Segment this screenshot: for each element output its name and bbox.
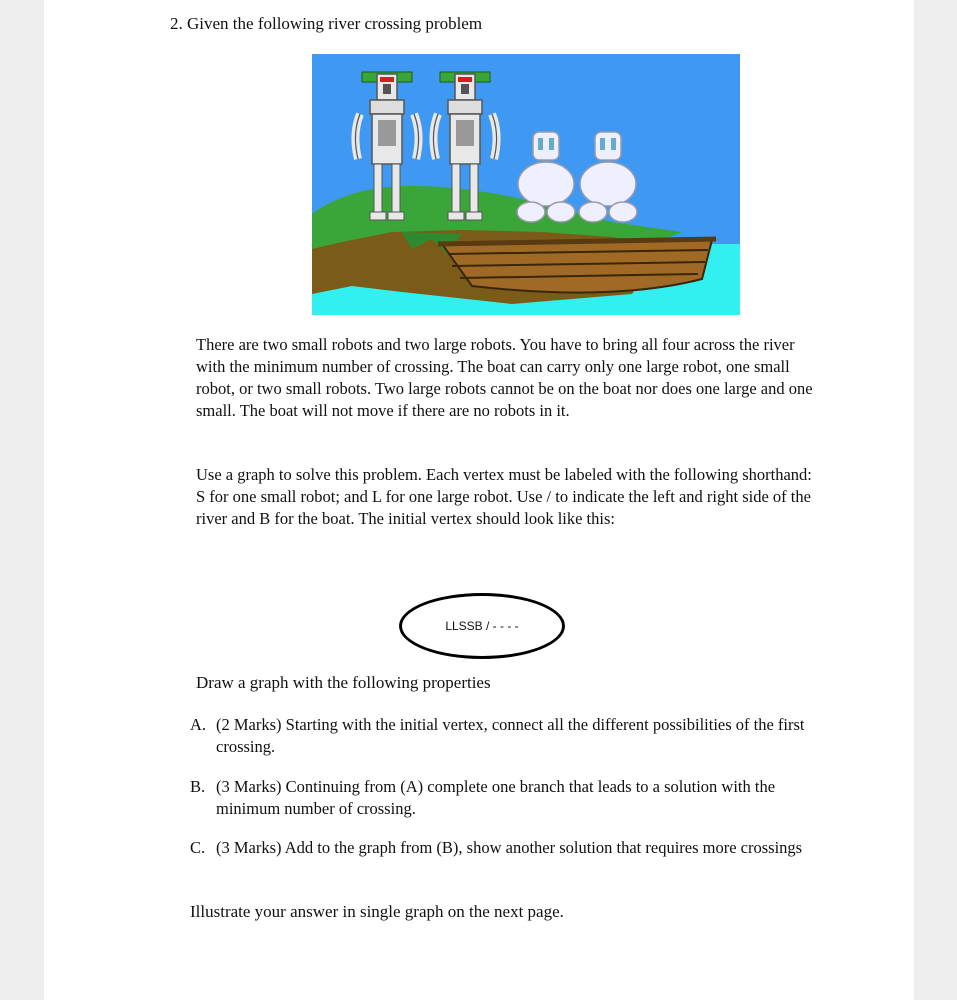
task-item-b (190, 776, 830, 820)
graph-instructions: Use a graph to solve this problem. Each vertex must be labeled with the following shorthand: S for one small robot; and L for one large robot. Use / to indicate the left and right side of the river and B for the boat. The initial vertex should look like this: (196, 465, 812, 528)
task-text: (3 Marks) Continuing from (A) complete one branch that leads to a solution with the minimum number of crossing. (216, 777, 776, 818)
draw-heading: Draw a graph with the following properties (196, 673, 491, 692)
task-item-c (190, 837, 830, 859)
document-page (44, 0, 914, 1000)
task-letter: A. (190, 715, 207, 734)
river-crossing-illustration (312, 54, 740, 315)
task-text: (3 Marks) Add to the graph from (B), show another solution that requires more crossings (216, 838, 803, 857)
initial-vertex-label: LLSSB / - - - - (445, 619, 519, 633)
task-letter: B. (190, 777, 206, 796)
initial-vertex (399, 593, 565, 659)
boat (438, 239, 716, 293)
question-title: 2. Given the following river crossing problem (170, 14, 483, 33)
task-letter: C. (190, 838, 206, 857)
task-item-a (190, 714, 830, 758)
footer-instruction: Illustrate your answer in single graph on the next page. (190, 902, 564, 921)
task-text: (2 Marks) Starting with the initial vertex, connect all the different possibilities of the first crossing. (216, 715, 805, 756)
problem-description: There are two small robots and two large robots. You have to bring all four across the river with the minimum number of crossing. The boat can carry only one large robot, one small robot, or two small robots. Two large robots cannot be on the boat nor does one large and one small. The boat will not move if there are no robots in it. (196, 335, 813, 420)
